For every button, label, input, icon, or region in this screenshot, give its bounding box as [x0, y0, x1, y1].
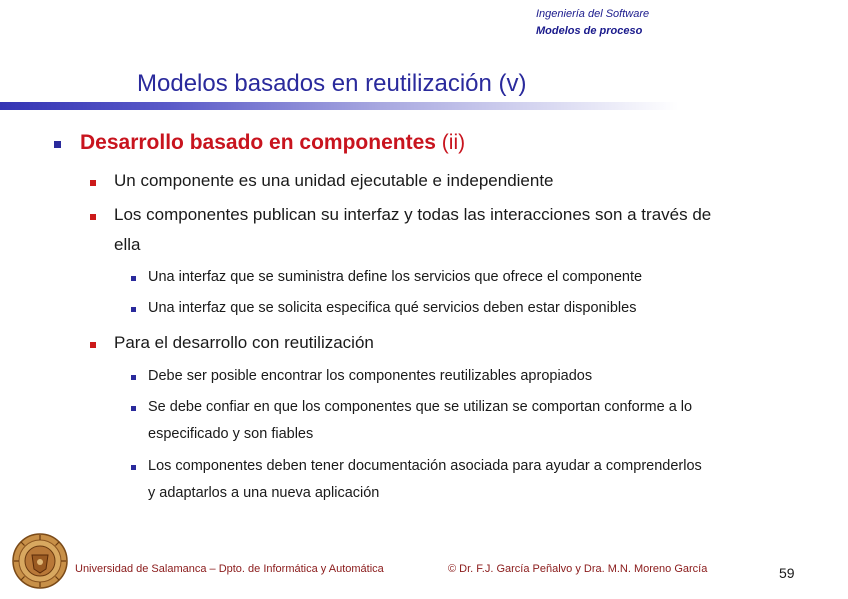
bullet-icon	[131, 465, 136, 470]
title-underline-bar	[0, 102, 848, 110]
bullet-icon	[90, 214, 96, 220]
sub-list-item-continuation: y adaptarlos a una nueva aplicación	[148, 485, 380, 501]
bullet-icon	[90, 180, 96, 186]
list-item: Un componente es una unidad ejecutable e independiente	[114, 171, 554, 190]
section-heading-text: Desarrollo basado en componentes	[80, 131, 436, 154]
page-number: 59	[779, 565, 795, 581]
sub-list-item: Debe ser posible encontrar los componentes reutilizables apropiados	[148, 368, 593, 384]
topic-name: Modelos de proceso	[536, 25, 643, 37]
bullet-icon	[54, 141, 61, 148]
sub-list-item: Se debe confiar en que los componentes que se utilizan se comportan conforme a lo	[148, 399, 693, 415]
footer-institution: Universidad de Salamanca – Dpto. de Informática y Automática	[75, 563, 384, 575]
university-seal-icon	[12, 533, 68, 589]
bullet-icon	[90, 342, 96, 348]
list-item: Los componentes publican su interfaz y todas las interacciones son a través de	[114, 205, 712, 224]
course-name: Ingeniería del Software	[536, 8, 650, 20]
bullet-icon	[131, 276, 136, 281]
footer-authors: © Dr. F.J. García Peñalvo y Dra. M.N. Moreno García	[448, 563, 708, 575]
section-heading-suffix: (ii)	[441, 131, 466, 154]
section-heading	[80, 131, 465, 155]
sub-list-item-continuation: especificado y son fiables	[148, 426, 314, 442]
sub-list-item: Una interfaz que se solicita especifica qué servicios deben estar disponibles	[148, 300, 637, 316]
bullet-icon	[131, 375, 136, 380]
list-item: Para el desarrollo con reutilización	[114, 333, 374, 352]
bullet-icon	[131, 307, 136, 312]
sub-list-item: Los componentes deben tener documentación asociada para ayudar a comprenderlos	[148, 458, 702, 474]
bullet-icon	[131, 406, 136, 411]
sub-list-item: Una interfaz que se suministra define los servicios que ofrece el componente	[148, 269, 643, 285]
list-item-continuation: ella	[114, 235, 141, 254]
slide-title: Modelos basados en reutilización (v)	[137, 70, 527, 97]
